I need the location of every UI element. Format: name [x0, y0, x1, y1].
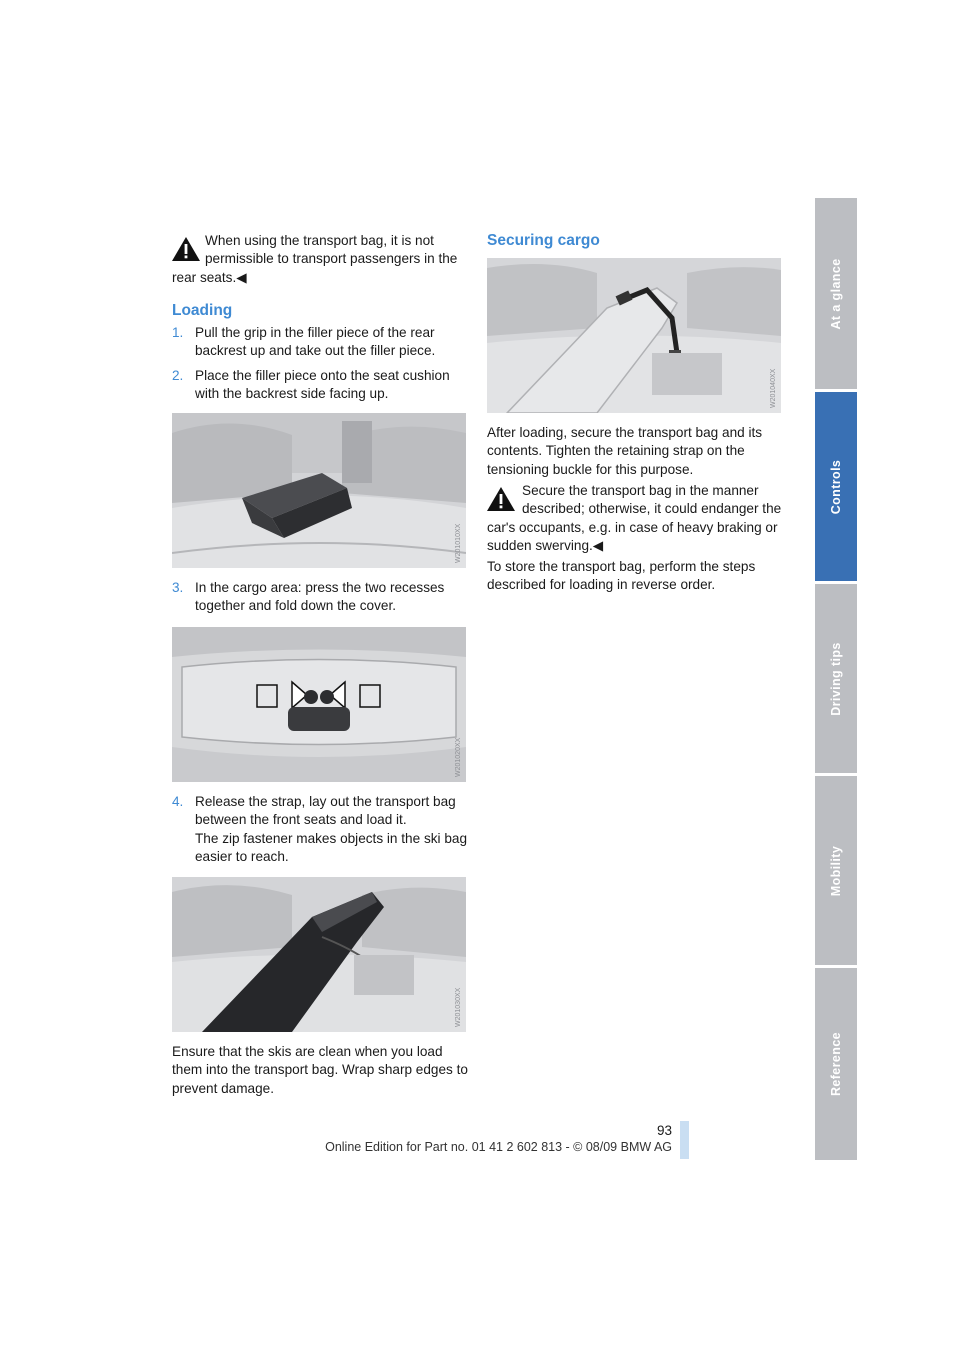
loading-heading: Loading: [172, 302, 233, 319]
closing-paragraph: Ensure that the skis are clean when you load them into the transport bag. Wrap sharp edges to prevent damage.: [172, 1044, 468, 1096]
loading-step-4: [172, 793, 468, 867]
image-code: W201040XX: [770, 368, 777, 408]
tab-driving-tips[interactable]: Driving tips: [815, 584, 857, 773]
transport-bag-image: [172, 877, 466, 1032]
loading-steps-1-2: [172, 324, 468, 404]
step-2: 2. Place the filler piece onto the seat cushion with the backrest side facing up.: [172, 367, 450, 402]
step-4: 4. Release the strap, lay out the transport bag between the front seats and load it. The zip fastener makes objects in the ski bag easier to reach.: [172, 794, 468, 865]
loading-step-3: [172, 579, 468, 616]
warning-note-securing: Secure the transport bag in the manner described; otherwise, it could endanger the car's occupants, e.g. in case of heavy braking or sudden swerving.◀: [487, 483, 782, 554]
page-number: 93: [656, 1123, 672, 1138]
tab-controls[interactable]: Controls: [815, 392, 857, 581]
tab-mobility[interactable]: Mobility: [815, 776, 857, 965]
image-code: W201010XX: [455, 523, 462, 563]
step-1: 1. Pull the grip in the filler piece of the rear backrest up and take out the filler piece.: [172, 325, 436, 359]
securing-cargo-heading: Securing cargo: [487, 232, 600, 249]
warning-note-passengers: When using the transport bag, it is not permissible to transport passengers in the rear seats.◀: [172, 233, 458, 285]
edition-text: Online Edition for Part no. 01 41 2 602 813 - © 08/09 BMW AG: [325, 1140, 672, 1154]
tab-at-a-glance[interactable]: At a glance: [815, 198, 857, 390]
footer-marker: [680, 1121, 689, 1159]
filler-piece-image: [172, 413, 466, 568]
storing-paragraph: To store the transport bag, perform the steps described for loading in reverse order.: [487, 559, 756, 593]
tab-reference[interactable]: Reference: [815, 968, 857, 1160]
image-code: W201030XX: [455, 987, 462, 1027]
securing-paragraph-1: After loading, secure the transport bag and its contents. Tighten the retaining strap on the tensioning buckle for this purpose.: [487, 425, 763, 477]
cargo-area-image: [172, 627, 466, 782]
securing-cargo-image: [487, 258, 781, 413]
image-code: W201020XX: [455, 737, 462, 777]
step-3: 3. In the cargo area: press the two recesses together and fold down the cover.: [172, 580, 445, 614]
